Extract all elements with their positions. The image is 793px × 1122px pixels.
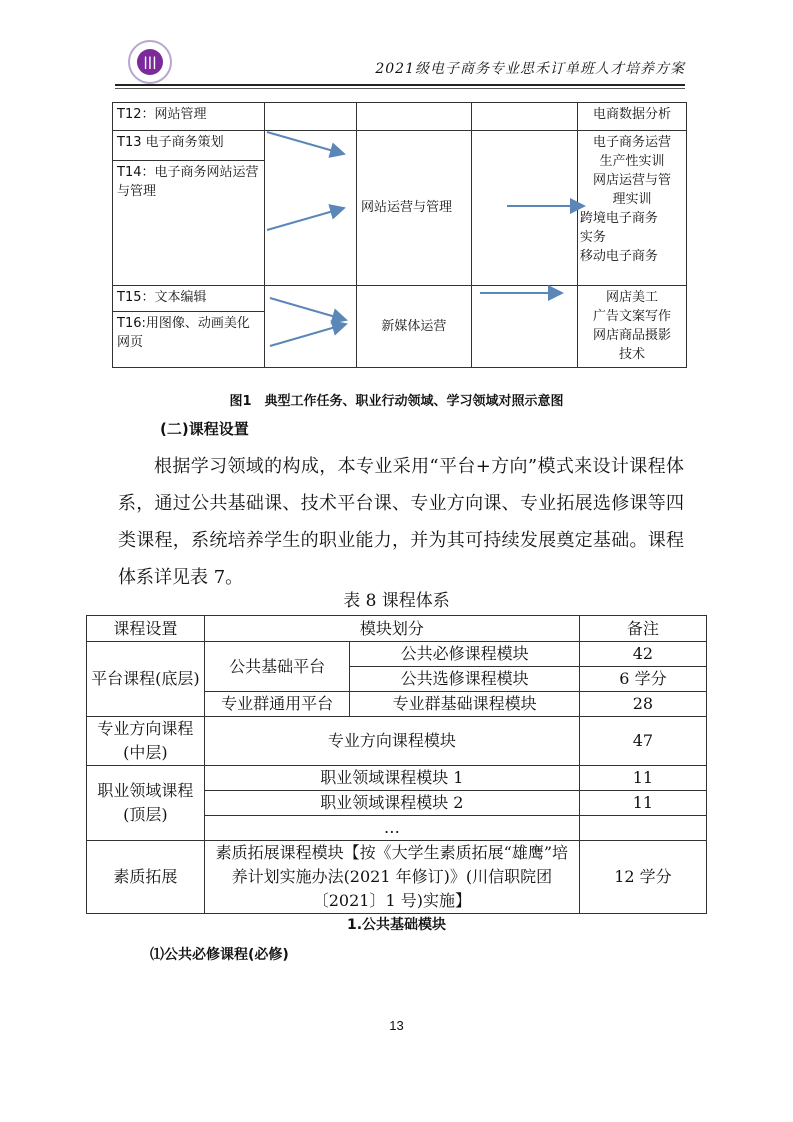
task-cell (113, 286, 265, 368)
note-cell: 47 (579, 717, 706, 766)
table-row (87, 841, 707, 914)
task-item: T13 电子商务策划 (113, 131, 264, 161)
task-item: T15：文本编辑 (113, 286, 264, 312)
outcome-cell (577, 286, 686, 368)
arrow-cell (265, 131, 357, 286)
outcome-line: 理实训 (612, 192, 652, 207)
platform-cell: 公共基础平台 (204, 642, 350, 692)
mapping-figure (112, 102, 687, 367)
outcome-line: 生产性实训 (599, 154, 665, 169)
outcome-line: 移动电子商务 (579, 249, 658, 264)
module-cell: 职业领域课程模块 2 (204, 791, 579, 816)
note-cell: 11 (579, 766, 706, 791)
module-cell: 专业方向课程模块 (204, 717, 579, 766)
module-cell: 职业领域课程模块 1 (204, 766, 579, 791)
task-cell: T12：网站管理 (113, 103, 265, 131)
task-item: T16:用图像、动画美化网页 (117, 316, 250, 350)
arrow-cell (265, 286, 357, 368)
header-cell: 课程设置 (87, 616, 205, 642)
note-cell (579, 816, 706, 841)
outcome-line: 技术 (618, 347, 645, 362)
outcome-cell: 电商数据分析 (577, 103, 686, 131)
header-title: 2021级电子商务专业思禾订单班人才培养方案 (375, 61, 685, 77)
figure-caption: 图1 典型工作任务、职业行动领域、学习领域对照示意图 (229, 394, 564, 409)
module-cell: 专业群基础课程模块 (350, 692, 579, 717)
sub-heading: ⑴公共必修课程(必修) (150, 947, 289, 963)
category-cell: 专业方向课程(中层) (87, 717, 205, 766)
section-paragraph: 根据学习领域的构成，本专业采用“平台+方向”模式来设计课程体系，通过公共基础课、技术平台课、专业方向课、专业拓展选修课等四类课程，系统培养学生的职业能力，并为其可持续发展奠定基础。课程体系详见表 7。 (118, 456, 684, 588)
task-cell (113, 131, 265, 286)
figure-row (113, 286, 687, 368)
category-cell: 素质拓展 (87, 841, 205, 914)
figure-row (113, 131, 687, 286)
figure-row (113, 103, 687, 131)
platform-cell: 专业群通用平台 (204, 692, 350, 717)
category-cell: 职业领域课程(顶层) (87, 766, 205, 841)
note-cell: 12 学分 (579, 841, 706, 914)
school-logo (128, 40, 172, 84)
category-cell: 平台课程(底层) (87, 642, 205, 717)
course-table (86, 615, 707, 914)
outcome-line: 广告文案写作 (592, 309, 671, 324)
header-rule (115, 84, 685, 86)
header-rule-thin (115, 88, 685, 89)
header-cell: 备注 (579, 616, 706, 642)
table-title: 表 8 课程体系 (343, 591, 450, 611)
table-row (87, 766, 707, 791)
arrow-cell (471, 131, 577, 286)
section-heading: (二)课程设置 (160, 420, 249, 438)
outcome-line: 网店商品摄影 (592, 328, 671, 343)
table-row (87, 717, 707, 766)
arrow-cell (265, 103, 357, 131)
outcome-line: 网店美工 (605, 290, 658, 305)
table-header-row (87, 616, 707, 642)
module-cell: 素质拓展课程模块【按《大学生素质拓展“雄鹰”培养计划实施办法(2021 年修订)》(川信职院团〔2021〕1 号)实施】 (204, 841, 579, 914)
domain-cell: 网站运营与管理 (356, 131, 471, 286)
outcome-line: 电子商务运营 (592, 135, 671, 150)
note-cell: 42 (579, 642, 706, 667)
domain-cell: 新媒体运营 (356, 286, 471, 368)
note-cell: 6 学分 (579, 667, 706, 692)
outcome-line: 实务 (579, 230, 606, 245)
outcome-line: 网店运营与管 (592, 173, 671, 188)
module-cell: … (204, 816, 579, 841)
header-cell: 模块划分 (204, 616, 579, 642)
arrow-cell (471, 103, 577, 131)
arrow-cell (471, 286, 577, 368)
outcome-cell (577, 131, 686, 286)
note-cell: 28 (579, 692, 706, 717)
task-item: T14：电子商务网站运营与管理 (117, 165, 259, 199)
page-number: 13 (389, 1018, 404, 1033)
domain-cell (356, 103, 471, 131)
module-cell: 公共选修课程模块 (350, 667, 579, 692)
note-cell: 11 (579, 791, 706, 816)
subsection-heading: 1.公共基础模块 (346, 917, 447, 933)
outcome-line: 跨境电子商务 (579, 211, 658, 226)
module-cell: 公共必修课程模块 (350, 642, 579, 667)
logo-emblem: ||| (137, 49, 163, 75)
table-row (87, 642, 707, 667)
